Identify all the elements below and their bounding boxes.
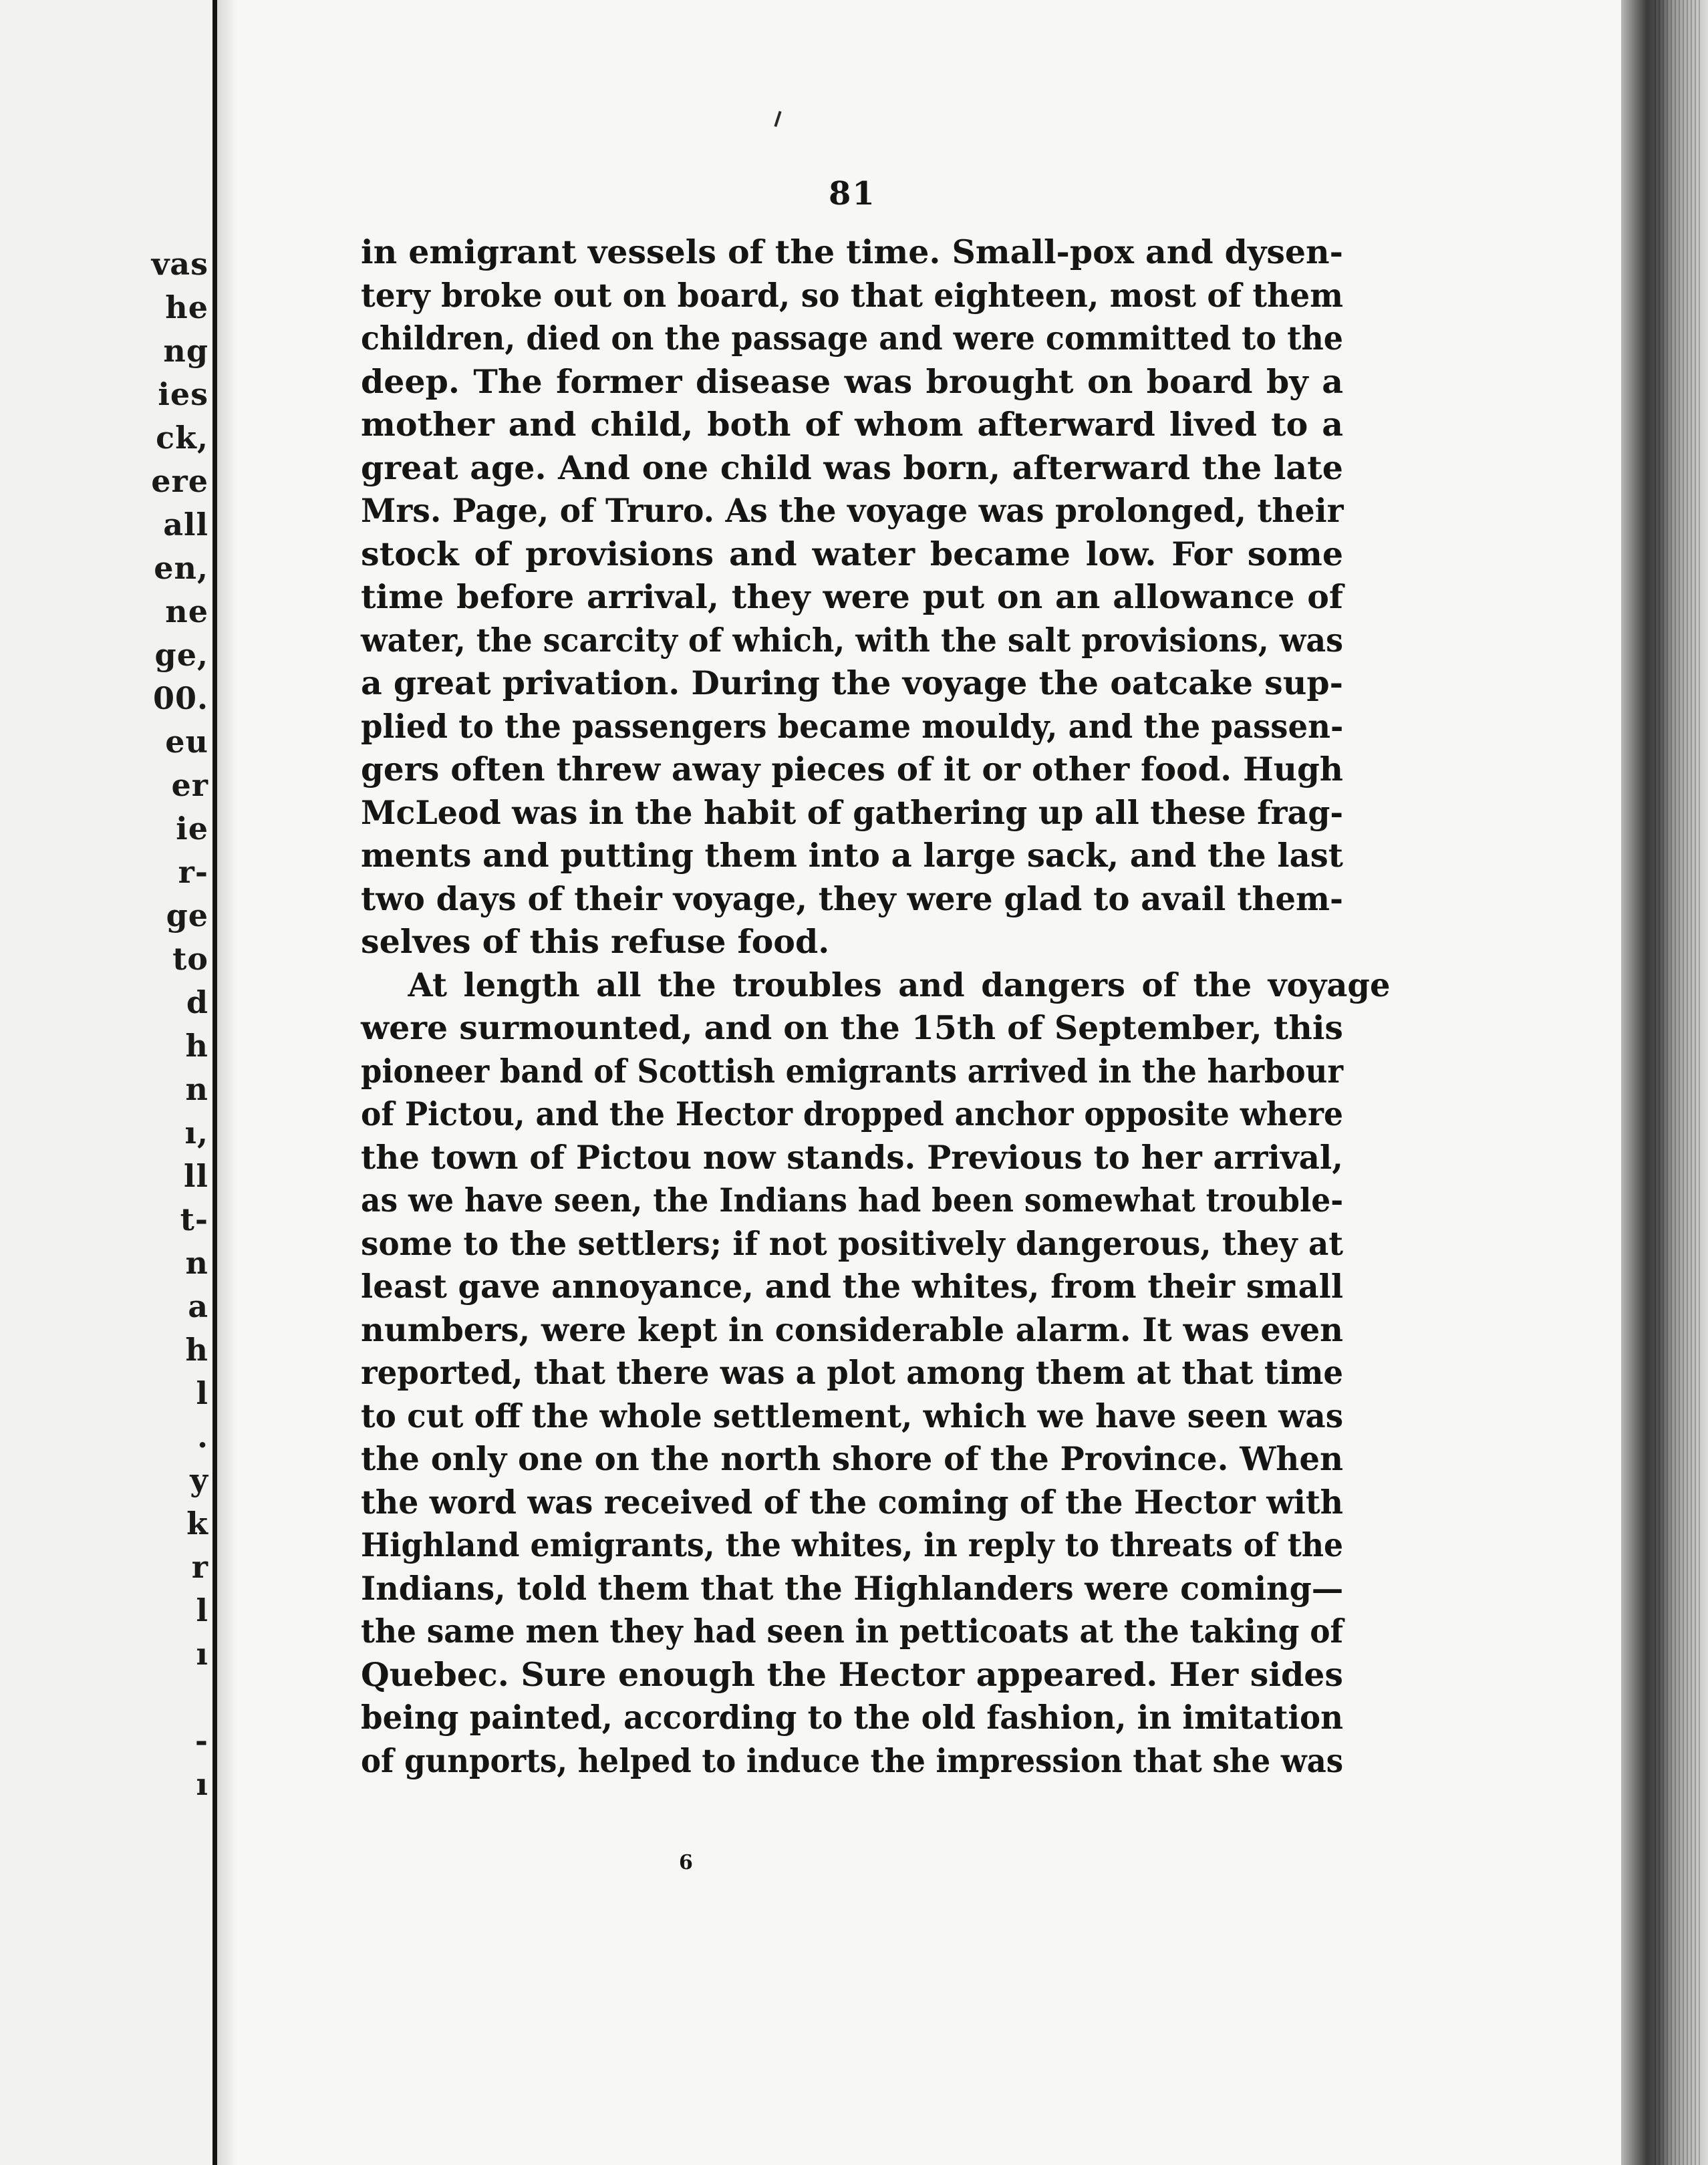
text-line: mother and child, both of whom afterward lived to a	[361, 405, 1343, 444]
text-line: At length all the troubles and dangers of the voyage	[408, 965, 1391, 1004]
text-line: a great privation. During the voyage the oatcake sup-	[361, 664, 1343, 702]
text-line: least gave annoyance, and the whites, from their small	[361, 1267, 1344, 1306]
facing-page-fragment: ı	[196, 1636, 208, 1672]
facing-page-fragment: a	[188, 1288, 208, 1324]
facing-page-fragment: he	[165, 289, 208, 325]
text-line: pioneer band of Scottish emigrants arrived in the harbour	[361, 1051, 1344, 1091]
facing-page-fragment: y	[190, 1462, 208, 1498]
facing-page-fragment: en,	[154, 550, 208, 586]
text-line: plied to the passengers became mouldy, and the passen-	[361, 706, 1344, 746]
text-line: of Pictou, and the Hector dropped anchor opposite where	[361, 1095, 1344, 1133]
facing-page-fragment: to	[172, 941, 208, 977]
text-line: stock of provisions and water became low. For some	[361, 534, 1343, 573]
facing-page-fragment: ı	[196, 1766, 208, 1802]
facing-page-fragment: ı,	[184, 1115, 208, 1151]
text-line: ments and putting them into a large sack, and the last	[361, 836, 1343, 875]
facing-page-fragment: ne	[165, 593, 208, 629]
facing-page-fragment: h	[185, 1332, 208, 1368]
text-line: time before arrival, they were put on an allowance of	[361, 577, 1343, 616]
text-line: were surmounted, and on the 15th of September, this	[361, 1008, 1343, 1047]
facing-page-edge	[0, 0, 214, 2165]
facing-page-fragment: n	[185, 1245, 208, 1281]
facing-page-fragment: all	[163, 507, 208, 543]
text-line: to cut off the whole settlement, which we have seen was	[361, 1396, 1344, 1435]
facing-page-fragment: l	[196, 1592, 208, 1628]
facing-page-fragment: ie	[176, 811, 208, 847]
facing-page-fragment: ck,	[156, 420, 208, 456]
text-line: of gunports, helped to induce the impression that she was	[361, 1741, 1344, 1780]
facing-page-fragment: k	[186, 1505, 208, 1542]
text-line: being painted, according to the old fashion, in imitation	[361, 1698, 1343, 1737]
facing-page-fragment: n	[185, 1071, 208, 1107]
text-line: the word was received of the coming of the Hector with	[361, 1482, 1344, 1522]
gutter-shadow	[217, 0, 237, 2165]
facing-page-fragment: ge,	[154, 637, 208, 673]
text-line: McLeod was in the habit of gathering up all these frag-	[361, 792, 1344, 832]
text-line: some to the settlers; if not positively dangerous, they at	[361, 1223, 1343, 1263]
facing-page-fragment: vas	[151, 246, 208, 282]
facing-page-fragment: h	[185, 1028, 208, 1064]
facing-page-fragment: d	[186, 984, 208, 1020]
book-gutter	[212, 0, 217, 2165]
body-text	[361, 231, 1391, 1782]
signature-mark: 6	[679, 1851, 693, 1874]
text-line: in emigrant vessels of the time. Small-pox and dysen-	[361, 233, 1343, 271]
page-number: 81	[829, 175, 876, 212]
facing-page-fragment: ng	[163, 333, 208, 369]
text-line: the same men they had seen in petticoats at the taking of	[361, 1612, 1344, 1650]
facing-page-fragment: ll	[184, 1158, 208, 1194]
text-line: water, the scarcity of which, with the salt provisions, was	[361, 620, 1344, 660]
facing-page-fragment: er	[171, 767, 208, 803]
text-line: as we have seen, the Indians had been somewhat trouble-	[361, 1181, 1344, 1219]
text-line: tery broke out on board, so that eighteen, most of them	[361, 275, 1343, 315]
text-line: reported, that there was a plot among them at that time	[361, 1353, 1344, 1392]
text-line: Mrs. Page, of Truro. As the voyage was prolonged, their	[361, 491, 1344, 530]
text-line: numbers, were kept in considerable alarm. It was even	[361, 1310, 1344, 1349]
text-line: children, died on the passage and were committed to the	[361, 319, 1344, 357]
facing-page-fragment: t-	[180, 1201, 208, 1238]
facing-page-fragment: -	[194, 1723, 208, 1759]
text-line: Indians, told them that the Highlanders were coming—	[361, 1568, 1344, 1608]
text-line: Quebec. Sure enough the Hector appeared. Her sides	[361, 1654, 1343, 1694]
facing-page-fragment: r-	[178, 854, 208, 890]
text-line: great age. And one child was born, afterward the late	[361, 448, 1343, 487]
facing-page-fragment: l	[196, 1375, 208, 1411]
page-stack-lines	[1655, 0, 1701, 2165]
facing-page-fragment: r	[191, 1549, 208, 1585]
facing-page-fragment: ge	[166, 897, 208, 933]
facing-page-fragment: ies	[158, 376, 208, 412]
text-line: the only one on the north shore of the Province. When	[361, 1439, 1344, 1478]
facing-page-fragment: eu	[165, 724, 208, 760]
text-line: two days of their voyage, they were glad to avail them-	[361, 879, 1344, 918]
facing-page-fragment: ere	[151, 463, 208, 499]
text-line: deep. The former disease was brought on board by a	[361, 362, 1343, 401]
text-line: gers often threw away pieces of it or other food. Hugh	[361, 750, 1343, 788]
facing-page-fragment: 00.	[152, 680, 208, 716]
text-line: Highland emigrants, the whites, in reply to threats of the	[361, 1526, 1344, 1564]
facing-page-fragment: .	[196, 1419, 208, 1455]
text-line: selves of this refuse food.	[361, 922, 830, 961]
text-line: the town of Pictou now stands. Previous to her arrival,	[361, 1137, 1343, 1177]
